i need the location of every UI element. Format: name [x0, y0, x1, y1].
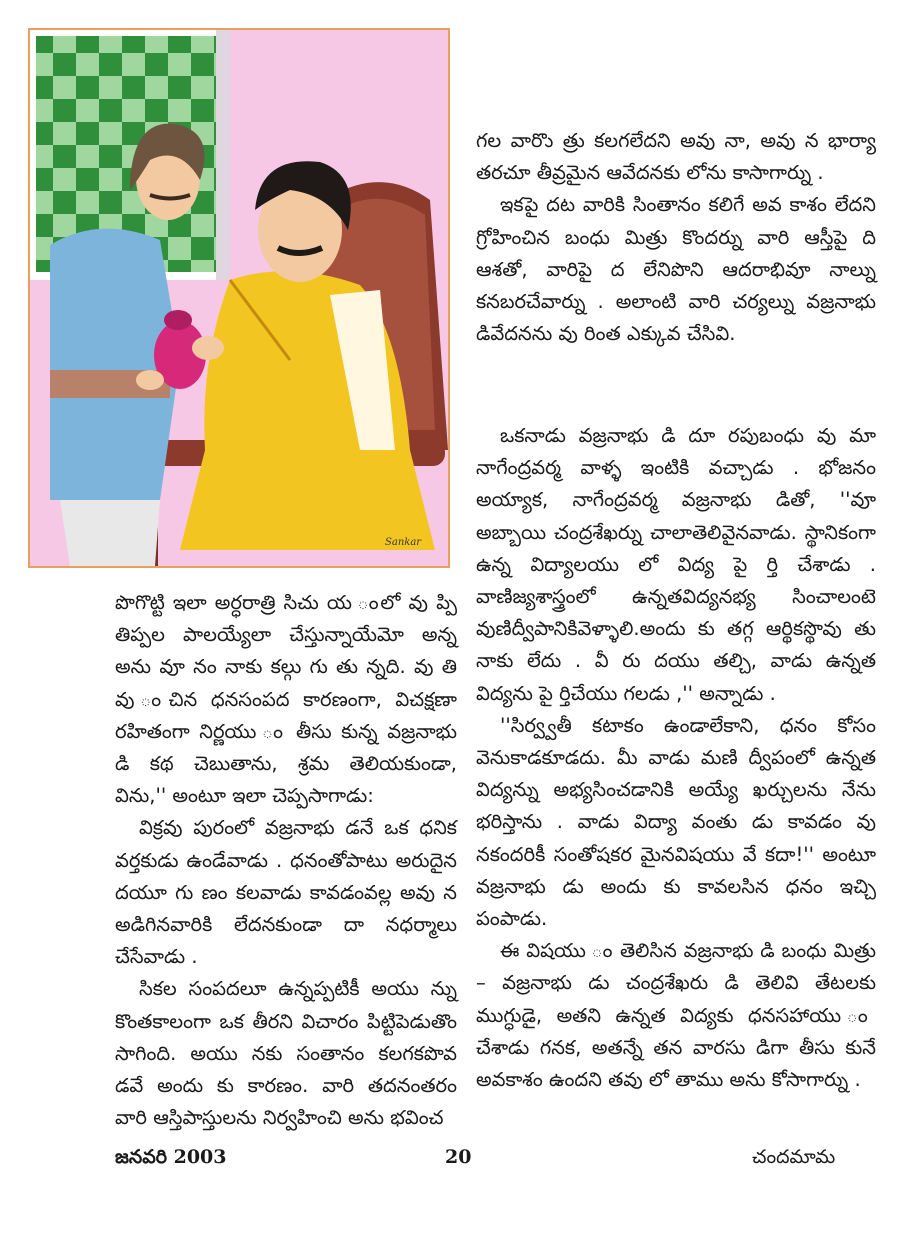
paragraph: ఇకపై దట వారికి సింతానం కలిగే అవ కాశం లేదని గ్రోహించిన బంధు మిత్రు కొందర్ను వారి ఆస్తీపై ది ఆశతో, వారిపై ద లేనిపొని ఆదరాభివూ నాల్ను కనబరచేవార్ను . అలాంటి వారి చర్యల్ను వజ్రనాభు డివేదనను వు రింత ఎక్కువ చేసివి.: [476, 193, 876, 346]
magazine-name: చందమామ: [752, 1146, 836, 1168]
footer-date: జనవరి 2003: [115, 1146, 227, 1168]
paragraph: గల వారొు త్రు కలగలేదని అవు నా, అవు న భార్యా తరచూ తీవ్రమైన ఆవేదనకు లోను కాసాగార్ను .: [476, 129, 876, 185]
story-illustration: [28, 28, 450, 568]
paragraph: ఈ విషయు ం తెలిసిన వజ్రనాభు డి బంధు మిత్రు – వజ్రనాభు డు చంద్రశేఖరు డి తెలివి తేటలకు ముగ్ధుడై, అతని ఉన్నత విద్యకు ధనసహాయు ం చేశాడు గనక, అతన్నే తన వారసు డిగా తీసు కునే అవకాశం ఉందని తవు లో తాము అను కోసాగార్ను .: [476, 939, 876, 1092]
right-column-top: [476, 125, 876, 350]
illustration-two-men-purse-icon: [30, 30, 448, 566]
left-column: [115, 587, 457, 1134]
paragraph: ఒకనాడు వజ్రనాభు డి దూ రపుబంధు వు మా నాగేంద్రవర్మ వాళ్ళ ఇంటికి వచ్చాడు . భోజనం అయ్యాక, నాగేంద్రవర్మ వజ్రనాభు డితో, ''వూ అబ్బాయి చంద్రశేఖర్ను చాలాతెలివైనవాడు. స్థానికంగా ఉన్న విద్యాలయు లో విద్య పై ర్తి చేశాడు . వాణిజ్యశాస్త్రంలో ఉన్నతవిద్యనభ్య సించాలంటె వుణిద్వీపానికివెళ్ళాలి.అందు కు తగ్గ ఆర్థికస్థొవు తు నాకు లేదు . వీ రు దయు తల్చి, వాడు ఉన్నత విద్యను పై ర్తిచేయు గలడు ,'' అన్నాడు .: [476, 424, 876, 705]
paragraph: సికల సంపదలూ ఉన్నప్పటికీ అయు న్ను కొంతకాలంగా ఒక తీరని విచారం పిట్టిపెడుతొం సాగింది. అయు నకు సంతానం కలగకపొవ డవే అందు కు కారణం. వారి తదనంతరం వారి ఆస్తిపాస్తులను నిర్వహించి అను భవించ: [115, 977, 457, 1130]
paragraph: ''సిర్వ్వతీ కటాకం ఉండాలేకాని, ధనం కోసం వెనుకాడకూడదు. మీ వాడు మణి ద్వీపంలో ఉన్నత విద్యన్ను అభ్యసించడానికి అయ్యే ఖర్చులను నేను భరిస్తాను . వాడు విద్యా వంతు డు కావడం వు నకందరికీ సంతోషకర మైనవిషయు వే కదా!'' అంటూ వజ్రనాభు డు అందు కు కావలసిన ధనం ఇచ్చి పంపాడు.: [476, 713, 876, 931]
artist-signature: Sankar: [385, 537, 422, 548]
paragraph: విక్రవు పురంలో వజ్రనాభు డనే ఒక ధనిక వర్తకుడు ఉండేవాడు . ధనంతోపాటు అరుదైన దయూ గు ణం కలవాడు కావడంవల్ల అవు న అడిగినవారికి లేదనకుండా దా నధర్మాలు చేసేవాడు .: [115, 816, 457, 969]
paragraph: పొగొట్టి ఇలా అర్ధరాత్రి సిచు య ంలో వు ప్పి తిప్పల పాలయ్యేలా చేస్తున్నాయేమో అన్న అను వూ నం నాకు కల్గు గు తు న్నది. వు తి వు ంచిన ధనసంపద కారణంగా, విచక్షణా రహితంగా నిర్ణయు ం తీసు కున్న వజ్రనాభు డి కథ చెబుతాను, శ్రమ తెలియకుండా, విను,'' అంటూ ఇలా చెప్పసాగాడు:: [115, 591, 457, 808]
page-number: 20: [445, 1146, 472, 1168]
right-column-bottom: [476, 420, 876, 1096]
